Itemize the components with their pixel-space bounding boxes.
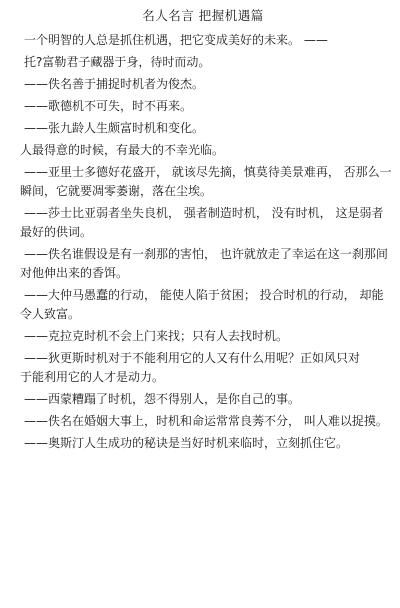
quote-line: ——大仲马愚蠢的行动， 能使人陷于贫困； 投合时机的行动， 却能 [24,288,384,302]
quote-line: ——狄更斯时机对于不能利用它的人又有什么用呢？正如风只对 [24,351,361,365]
quote-line: ——莎士比亚弱者坐失良机， 强者制造时机， 没有时机， 这是弱者 [24,206,384,220]
quote-line: ——歌德机不可失，时不再来。 [24,99,193,113]
quote-line: ——张九龄人生颇富时机和变化。 [24,121,205,135]
quote-line-continuation: 于能利用它的人才是动力。 [20,370,165,384]
quote-line-continuation: 令人致富。 [20,307,81,321]
quote-line: ——亚里士多德好花盛开， 就该尽先摘，慎莫待美景难再， 否那么一 [24,165,392,179]
document-body [20,33,392,451]
quote-line: ——佚名善于捕捉时机者为俊杰。 [24,77,205,91]
quote-line: ——克拉克时机不会上门来找；只有人去找时机。 [24,329,289,343]
document-title: 名人名言 把握机遇篇 [142,8,264,23]
quote-line: 人最得意的时候，有最大的不幸光临。 [20,143,225,157]
quote-line: 一个明智的人总是抓住机遇，把它变成美好的未来。 —— [24,33,328,47]
quote-line: ——佚名谁假设是有一刹那的害怕， 也许就放走了幸运在这一刹那间 [24,247,388,261]
quote-line: ——佚名在婚姻大事上，时机和命运常常良莠不分， 叫人难以捉摸。 [24,414,388,428]
quote-line-continuation: 瞬间，它就要凋零萎谢，落在尘埃。 [20,184,213,198]
quote-line-continuation: 最好的供词。 [20,225,93,239]
quote-line: 托?富勒君子藏器于身，待时而动。 [24,55,211,69]
quote-line: ——西蒙糟蹋了时机，怨不得别人，是你自己的事。 [24,392,301,406]
quote-line: ——奥斯汀人生成功的秘诀是当好时机来临时，立刻抓住它。 [24,436,349,450]
quote-line-continuation: 对他伸出来的香饵。 [20,266,129,280]
